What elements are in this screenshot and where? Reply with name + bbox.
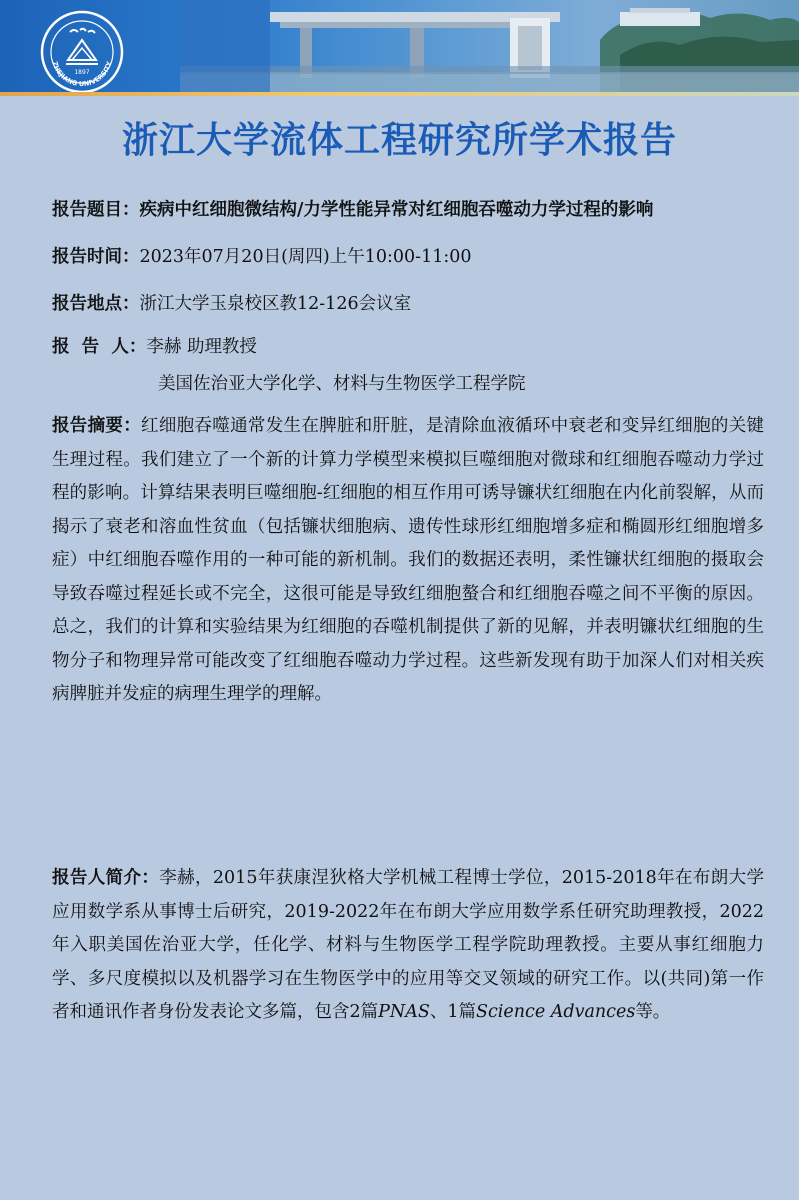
time-row [52, 244, 472, 270]
time-value: 2023年07月20日(周四)上午10:00-11:00 [139, 247, 472, 267]
topic-value: 疾病中红细胞微结构/力学性能异常对红细胞吞噬动力学过程的影响 [139, 200, 654, 220]
svg-text:ZHEJIANG UNIVERSITY: ZHEJIANG UNIVERSITY [50, 60, 114, 89]
place-value: 浙江大学玉泉校区教12-126会议室 [139, 294, 412, 314]
journal-science-advances: Science Advances [476, 1002, 636, 1022]
topic-row [52, 197, 653, 223]
page-title: 浙江大学流体工程研究所学术报告 [121, 120, 677, 161]
bio-label: 报告人简介： [52, 868, 160, 888]
abstract-paragraph [52, 410, 764, 712]
campus-building-image [180, 0, 799, 96]
bio-mid: 、1篇 [429, 1002, 476, 1022]
svg-text:1897: 1897 [74, 69, 90, 76]
header-banner [0, 0, 799, 96]
bio-text: 李赫，2015年获康涅狄格大学机械工程博士学位，2015-2018年在布朗大学应用数学系从事博士后研究，2019-2022年在布朗大学应用数学系任研究助理教授，2022年入职美国佐治亚大学，任化学、材料与生物医学工程学院助理教授。主要从事红细胞力学、多尺度模拟以及机器学习在生物医学中的应用等交叉领域的研究工作。以(共同)第一作者和通讯作者身份发表论文多篇，包含2篇 [52, 868, 765, 1022]
speaker-affiliation: 美国佐治亚大学化学、材料与生物医学工程学院 [158, 374, 526, 394]
topic-label: 报告题目： [52, 200, 140, 220]
university-logo [40, 10, 124, 94]
place-label: 报告地点： [52, 294, 140, 314]
abstract-text: 红细胞吞噬通常发生在脾脏和肝脏，是清除血液循环中衰老和变异红细胞的关键生理过程。我们建立了一个新的计算力学模型来模拟巨噬细胞对微球和红细胞吞噬动力学过程的影响。计算结果表明巨噬细胞-红细胞的相互作用可诱导镰状红细胞在内化前裂解，从而揭示了衰老和溶血性贫血（包括镰状细胞病、遗传性球形红细胞增多症和椭圆形红细胞增多症）中红细胞吞噬作用的一种可能的新机制。我们的数据还表明，柔性镰状红细胞的摄取会导致吞噬过程延长或不完全，这很可能是导致红细胞螯合和红细胞吞噬之间不平衡的原因。总之，我们的计算和实验结果为红细胞的吞噬机制提供了新的见解，并表明镰状红细胞的生物分子和物理异常可能改变了红细胞吞噬动力学过程。这些新发现有助于加深人们对相关疾病脾脏并发症的病理生理学的理解。 [52, 416, 765, 704]
journal-pnas: PNAS [378, 1002, 430, 1022]
place-row [52, 291, 411, 317]
abstract-label: 报告摘要： [52, 416, 142, 436]
time-label: 报告时间： [52, 247, 140, 267]
bio-paragraph [52, 862, 764, 1030]
speaker-label: 报 告 人： [52, 337, 147, 357]
speaker-row [52, 334, 257, 360]
speaker-value: 李赫 助理教授 [146, 337, 257, 357]
banner-divider [0, 92, 799, 96]
bio-end: 等。 [635, 1002, 671, 1022]
